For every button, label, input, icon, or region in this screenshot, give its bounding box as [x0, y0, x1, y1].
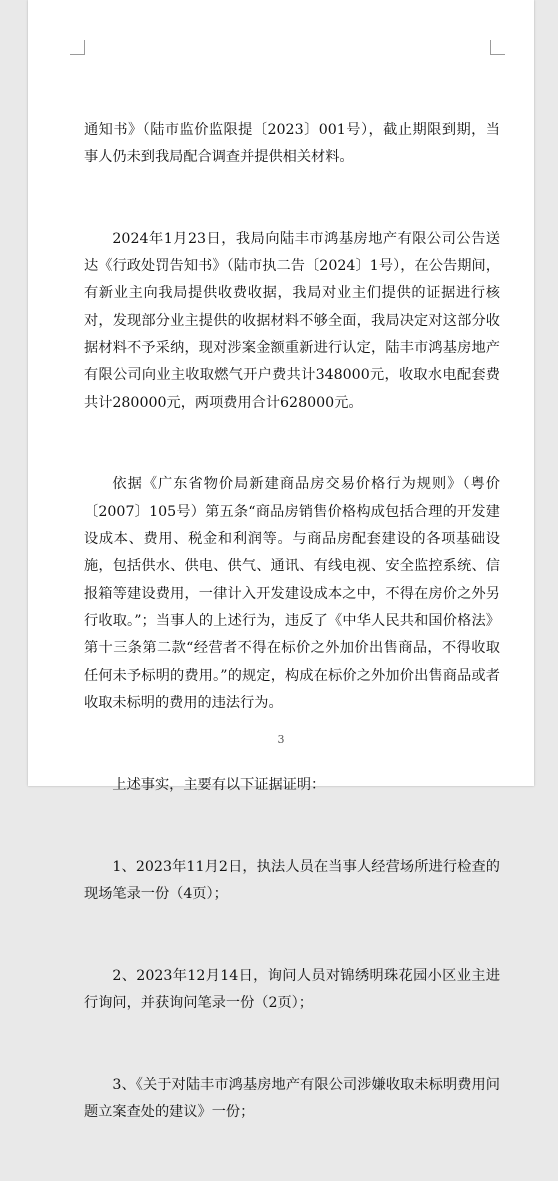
paragraph-legal-basis: 依据《广东省物价局新建商品房交易价格行为规则》（粤价〔2007〕105号）第五条“商品房销售价格构成包括合理的开发建设成本、费用、税金和利润等。与商品房配套建设的各项基础设施，包括供水、供电、供气、通讯、有线电视、安全监控系统、信报箱等建设费用，一律计入开发建设成本之中，不得在房价之外另行收取。”；当事人的上述行为，违反了《中华人民共和国价格法》第十三条第二款“经营者不得在标价之外加价出售商品，不得收取任何未予标明的费用。”的规定，构成在标价之外加价出售商品或者收取未标明的费用的违法行为。	[84, 476, 500, 711]
paragraph-evidence-intro: 上述事实，主要有以下证据证明：	[112, 776, 326, 793]
evidence-item-1: 1、2023年11月2日，执法人员在当事人经营场所进行检查的现场笔录一份（4页）；	[84, 858, 500, 902]
evidence-item-2: 2、2023年12月14日，询问人员对锦绣明珠花园小区业主进行询问，并获询问笔录一份（2页）；	[84, 967, 500, 1012]
evidence-item-3: 3、《关于对陆丰市鸿基房地产有限公司涉嫌收取未标明费用问题立案查处的建议》一份；	[84, 1076, 500, 1121]
crop-mark-top-right	[490, 40, 505, 55]
page-number: 3	[277, 733, 285, 746]
document-body	[84, 62, 500, 1181]
paragraph-notice-delivery: 2024年1月23日，我局向陆丰市鸿基房地产有限公司公告送达《行政处罚告知书》（陆市执二告〔2024〕1号），在公告期间，有新业主向我局提供收费收据，我局对业主们提供的证据进行核对，发现部分业主提供的收据材料不够全面，我局决定对这部分收据材料不予采纳，现对涉案金额重新进行认定，陆丰市鸿基房地产有限公司向业主收取燃气开户费共计348000元，收取水电配套费共计280000元，两项费用合计628000元。	[84, 230, 500, 411]
document-page	[28, 0, 534, 1121]
paragraph-continuation: 通知书》（陆市监价监限提〔2023〕001号），截止期限到期，当事人仍未到我局配合调查并提供相关材料。	[84, 121, 500, 165]
crop-mark-top-left	[70, 40, 85, 55]
